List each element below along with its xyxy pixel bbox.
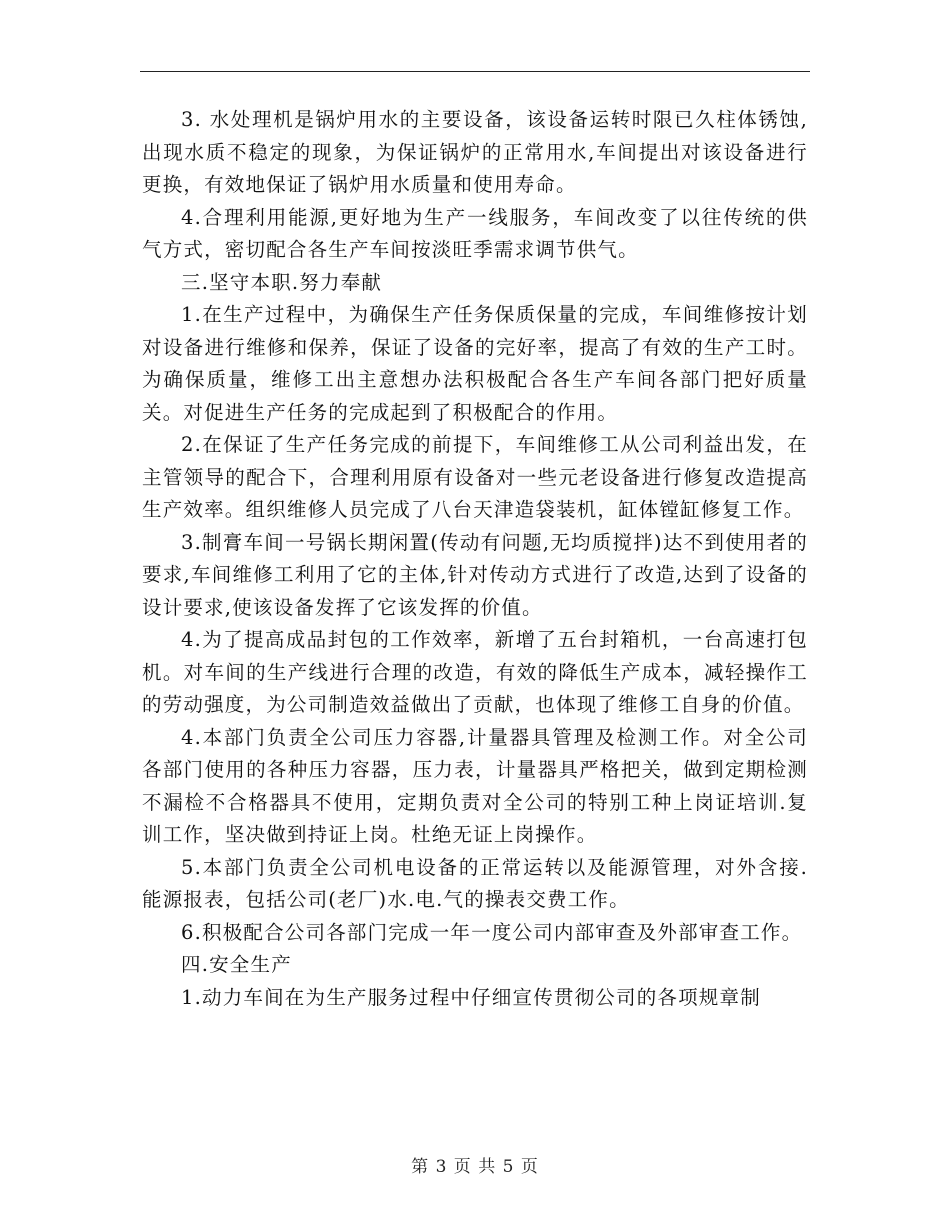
section-heading-3: 三.坚守本职.努力奉献 [181,270,383,294]
header-rule [140,71,810,72]
paragraph-water-treatment: 3. 水处理机是锅炉用水的主要设备，该设备运转时限已久柱体锈蚀,出现水质不稳定的现象，为保证锅炉的正常用水,车间提出对该设备进行更换，有效地保证了锅炉用水质量和使用寿命。 [142,108,808,196]
paragraph-audit: 6.积极配合公司各部门完成一年一度公司内部审查及外部审查工作。 [181,920,803,944]
section-heading-4: 四.安全生产 [181,953,292,976]
paragraph-packaging: 4.为了提高成品封包的工作效率，新增了五台封箱机，一台高速打包机。对车间的生产线进行合理的改造，有效的降低生产成本，减轻操作工的劳动强度，为公司制造效益做出了贡献，也体现了维修工自身的价值。 [142,628,808,716]
paragraph-electromechanical: 5.本部门负责全公司机电设备的正常运转以及能源管理，对外含接.能源报表，包括公司(老厂)水.电.气的操表交费工作。 [142,855,808,911]
paragraph-equipment-repair: 2.在保证了生产任务完成的前提下，车间维修工从公司利益出发，在主管领导的配合下，合理利用原有设备对一些元老设备进行修复改造提高生产效率。组织维修人员完成了八台天津造袋装机，缸体镗缸修复工作。 [142,433,808,521]
paragraph-maintenance: 1.在生产过程中，为确保生产任务保质保量的完成，车间维修按计划对设备进行维修和保养，保证了设备的完好率，提高了有效的生产工时。为确保质量，维修工出主意想办法积极配合各生产车间各部门把好质量关。对促进生产任务的完成起到了积极配合的作用。 [142,303,808,424]
page-footer: 第 3 页 共 5 页 [411,1157,539,1177]
paragraph-energy-use: 4.合理利用能源,更好地为生产一线服务，车间改变了以往传统的供气方式，密切配合各生产车间按淡旺季需求调节供气。 [142,205,808,261]
document-body [142,104,808,1014]
paragraph-pressure-vessels: 4.本部门负责全公司压力容器,计量器具管理及检测工作。对全公司各部门使用的各种压力容器，压力表，计量器具严格把关，做到定期检测不漏检不合格器具不使用，定期负责对全公司的特别工种上岗证培训.复训工作，坚决做到持证上岗。杜绝无证上岗操作。 [142,725,808,846]
paragraph-safety: 1.动力车间在为生产服务过程中仔细宣传贯彻公司的各项规章制 [181,985,761,1009]
paragraph-boiler-retrofit: 3.制膏车间一号锅长期闲置(传动有问题,无均质搅拌)达不到使用者的要求,车间维修工利用了它的主体,针对传动方式进行了改造,达到了设备的设计要求,使该设备发挥了它该发挥的价值。 [142,530,808,619]
